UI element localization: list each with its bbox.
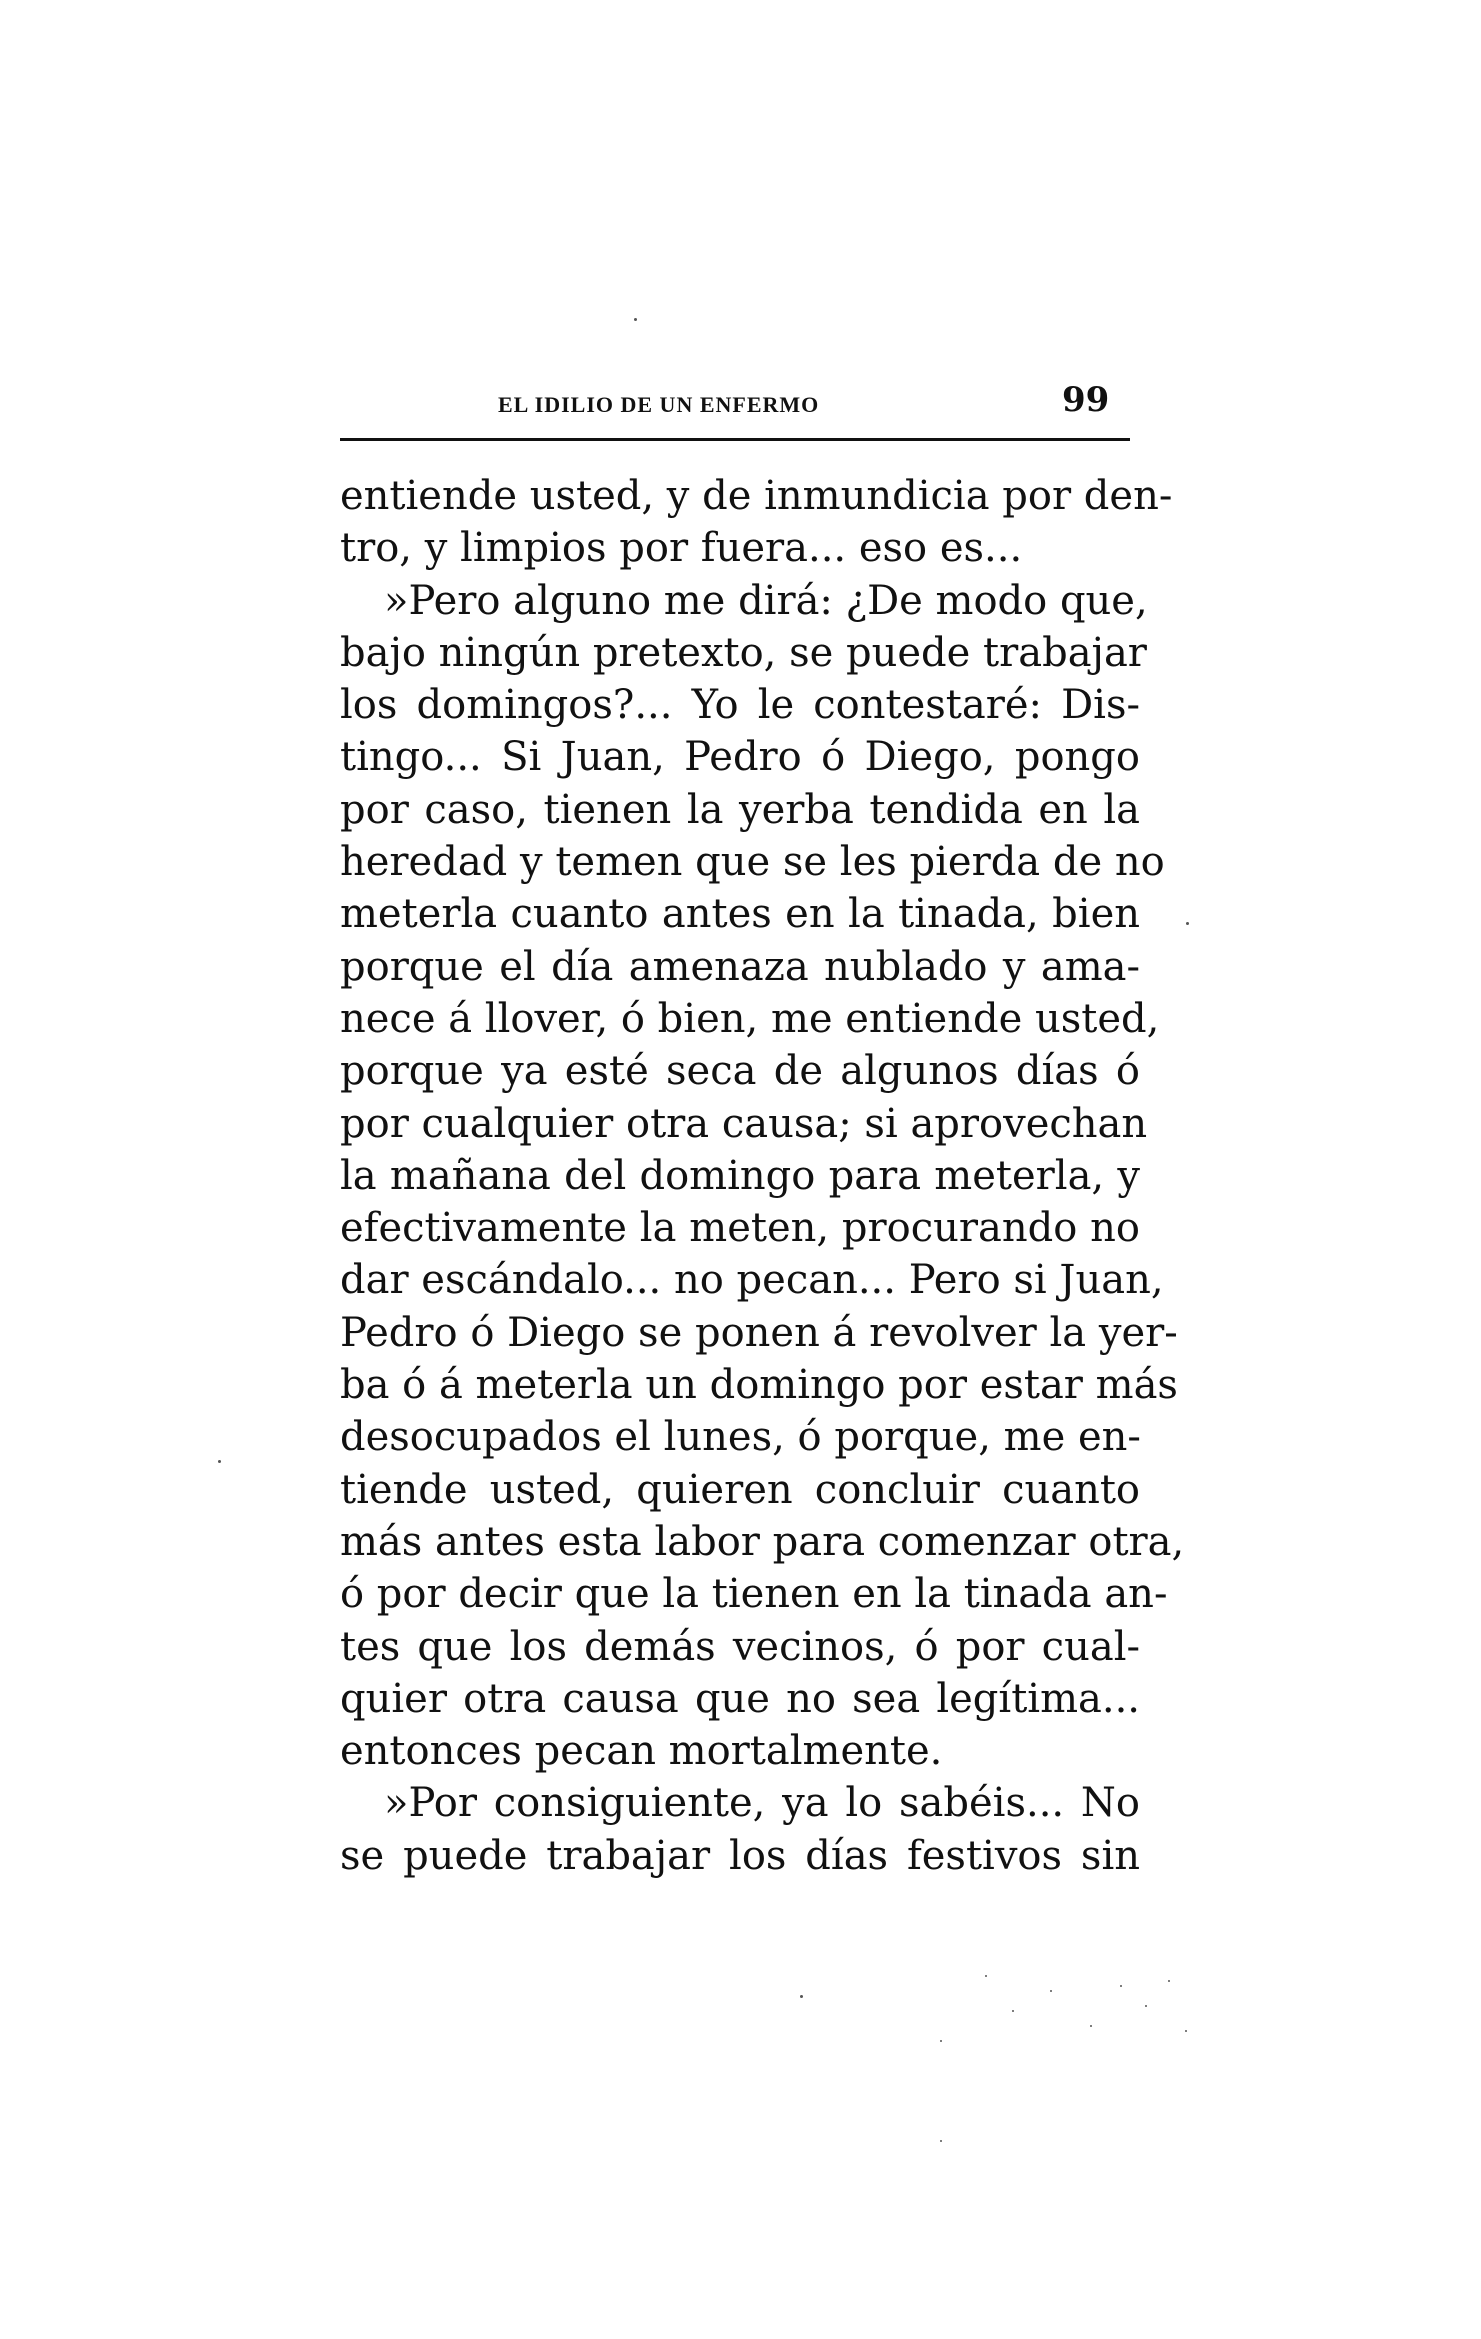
body-text [340, 470, 1185, 1882]
text-line: »Por consiguiente, ya lo sabéis... No [384, 1780, 1140, 1827]
text-line: la mañana del domingo para meterla, y [340, 1152, 1140, 1199]
text-line: dar escándalo... no pecan... Pero si Juan, [340, 1257, 1164, 1304]
scan-speck [940, 2040, 942, 2042]
text-line: porque ya esté seca de algunos días ó [340, 1048, 1140, 1095]
scan-speck [800, 1995, 803, 1998]
text-line: tiende usted, quieren concluir cuanto [340, 1466, 1140, 1513]
scan-speck [1050, 1990, 1052, 1992]
scan-speck [1090, 2025, 1092, 2027]
text-line: porque el día amenaza nublado y ama- [340, 943, 1140, 990]
running-title: EL IDILIO DE UN ENFERMO [498, 392, 820, 417]
text-line: más antes esta labor para comenzar otra, [340, 1518, 1185, 1565]
text-line: entonces pecan mortalmente. [340, 1728, 943, 1775]
text-line: bajo ningún pretexto, se puede trabajar [340, 629, 1147, 676]
text-line: se puede trabajar los días festivos sin [340, 1832, 1140, 1879]
text-line: por cualquier otra causa; si aprovechan [340, 1100, 1148, 1147]
scan-speck [1120, 1985, 1122, 1987]
text-line: por caso, tienen la yerba tendida en la [340, 786, 1140, 833]
text-line: ó por decir que la tienen en la tinada an- [340, 1571, 1168, 1618]
text-line: ba ó á meterla un domingo por estar más [340, 1362, 1178, 1409]
text-line: los domingos?... Yo le contestaré: Dis- [340, 682, 1140, 729]
text-line: desocupados el lunes, ó porque, me en- [340, 1414, 1141, 1461]
text-line: tes que los demás vecinos, ó por cual- [340, 1623, 1140, 1670]
scan-speck [1145, 2005, 1147, 2007]
page-header [340, 380, 1130, 430]
scan-speck [1168, 1980, 1170, 1982]
scan-speck [1185, 2030, 1187, 2032]
scan-speck [1186, 922, 1189, 925]
text-line: nece á llover, ó bien, me entiende usted, [340, 995, 1160, 1042]
scan-speck [634, 318, 637, 321]
text-line: tingo... Si Juan, Pedro ó Diego, pongo [340, 734, 1140, 781]
page-number: 99 [1062, 380, 1110, 420]
scan-speck [1012, 2010, 1014, 2012]
text-line: quier otra causa que no sea legítima... [340, 1675, 1140, 1722]
scan-speck [940, 2140, 942, 2142]
text-line: efectivamente la meten, procurando no [340, 1205, 1140, 1252]
scan-speck [218, 1460, 221, 1463]
text-line: tro, y limpios por fuera... eso es... [340, 525, 1023, 572]
text-line: entiende usted, y de inmundicia por den- [340, 473, 1173, 519]
text-line: heredad y temen que se les pierda de no [340, 839, 1165, 886]
text-line: Pedro ó Diego se ponen á revolver la yer- [340, 1309, 1178, 1356]
scan-speck [985, 1975, 987, 1977]
text-line: meterla cuanto antes en la tinada, bien [340, 891, 1140, 938]
text-line: »Pero alguno me dirá: ¿De modo que, [384, 577, 1148, 624]
header-rule [340, 438, 1130, 441]
